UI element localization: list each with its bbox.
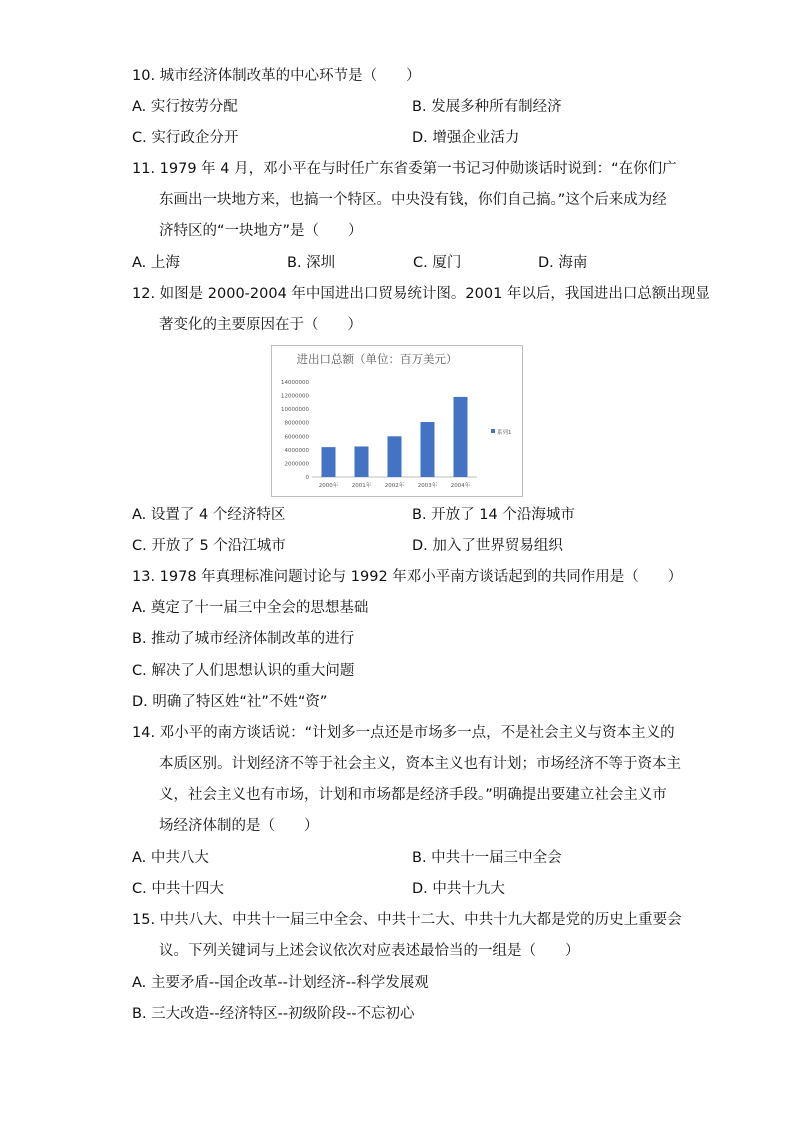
y-tick-label: 8000000 <box>284 420 309 427</box>
q14-stem-line-1 <box>132 723 675 743</box>
y-tick-label: 10000000 <box>281 407 309 414</box>
q14-option-a: A. 中共八大 <box>132 850 209 866</box>
y-tick-label: 6000000 <box>284 434 309 441</box>
q10-option-d: D. 增强企业活力 <box>412 130 520 146</box>
chart-title: 进出口总额（单位：百万美元） <box>296 352 458 366</box>
y-tick-label: 0 <box>305 475 309 481</box>
q11-option-a: A. 上海 <box>132 255 180 271</box>
q11-stem-line-3: 济特区的“一块地方”是（ ） <box>159 223 363 239</box>
q12-stem-line-1 <box>132 284 710 304</box>
q12-number: 12. <box>132 286 156 302</box>
y-tick-label: 2000000 <box>284 461 309 468</box>
y-tick-label: 12000000 <box>281 393 309 400</box>
q13-option-d: D. 明确了特区姓“社”不姓“资” <box>132 694 328 710</box>
q15-text-1: 中共八大、中共十一届三中全会、中共十二大、中共十九大都是党的历史上重要会 <box>159 912 682 928</box>
trade-chart-svg <box>272 346 522 496</box>
bar-2003年 <box>421 422 435 477</box>
q13-text: 1978 年真理标准问题讨论与 1992 年邓小平南方谈话起到的共同作用是（ ） <box>159 569 683 585</box>
q14-stem-line-2: 本质区别。计划经济不等于社会主义，资本主义也有计划；市场经济不等于资本主 <box>159 756 681 772</box>
q15-stem-line-2: 议。下列关键词与上述会议依次对应表述最恰当的一组是（ ） <box>159 943 580 959</box>
bar-2002年 <box>388 436 402 477</box>
y-tick-label: 4000000 <box>284 447 309 454</box>
q11-option-b: B. 深圳 <box>287 255 336 271</box>
q12-option-b: B. 开放了 14 个沿海城市 <box>412 507 575 523</box>
q13-stem <box>132 567 682 587</box>
q11-number: 11. <box>132 161 156 177</box>
q10-stem <box>132 66 421 86</box>
y-tick-label: 14000000 <box>281 380 309 386</box>
q13-option-c: C. 解决了人们思想认识的重大问题 <box>132 663 355 679</box>
legend-label: 系列1 <box>497 430 512 436</box>
bar-2004年 <box>454 397 468 477</box>
bar-2001年 <box>355 446 369 477</box>
q14-option-d: D. 中共十九大 <box>412 881 505 897</box>
x-tick-label: 2004年 <box>450 483 471 489</box>
q11-stem-line-2: 东画出一块地方来，也搞一个特区。中央没有钱，你们自己搞。”这个后来成为经 <box>159 192 667 208</box>
q10-option-c: C. 实行政企分开 <box>132 130 239 146</box>
q12-option-a: A. 设置了 4 个经济特区 <box>132 507 286 523</box>
q13-option-a: A. 奠定了十一届三中全会的思想基础 <box>132 600 369 616</box>
q14-option-b: B. 中共十一届三中全会 <box>412 850 562 866</box>
q11-text-1: 1979 年 4 月，邓小平在与时任广东省委第一书记习仲勋谈话时说到：“在你们广 <box>159 161 677 177</box>
x-tick-label: 2002年 <box>384 483 405 489</box>
q14-number: 14. <box>132 725 156 741</box>
q12-stem-line-2: 著变化的主要原因在于（ ） <box>159 317 362 333</box>
q10-number: 10. <box>132 68 156 84</box>
legend-swatch <box>491 429 495 433</box>
q14-stem-line-4: 场经济体制的是（ ） <box>159 818 319 834</box>
q12-option-d: D. 加入了世界贸易组织 <box>412 538 563 554</box>
q10-option-b: B. 发展多种所有制经济 <box>412 99 562 115</box>
q15-stem-line-1 <box>132 910 682 930</box>
trade-chart <box>271 345 523 497</box>
q15-option-b: B. 三大改造--经济特区--初级阶段--不忘初心 <box>132 1006 415 1022</box>
q12-option-c: C. 开放了 5 个沿江城市 <box>132 538 286 554</box>
q10-text: 城市经济体制改革的中心环节是（ ） <box>159 68 421 84</box>
q15-option-a: A. 主要矛盾--国企改革--计划经济--科学发展观 <box>132 975 429 991</box>
x-tick-label: 2000年 <box>318 483 339 489</box>
q13-option-b: B. 推动了城市经济体制改革的进行 <box>132 631 355 647</box>
q11-stem-line-1 <box>132 159 677 179</box>
q12-text-1: 如图是 2000-2004 年中国进出口贸易统计图。2001 年以后，我国进出口总额出现显 <box>159 286 710 302</box>
q11-option-d: D. 海南 <box>538 255 588 271</box>
q10-option-a: A. 实行按劳分配 <box>132 99 238 115</box>
q14-stem-line-3: 义，社会主义也有市场，计划和市场都是经济手段。”明确提出要建立社会主义市 <box>159 787 667 803</box>
q11-option-c: C. 厦门 <box>413 255 462 271</box>
q15-number: 15. <box>132 912 156 928</box>
bar-2000年 <box>322 447 336 477</box>
q14-option-c: C. 中共十四大 <box>132 881 224 897</box>
q13-number: 13. <box>132 569 156 585</box>
x-tick-label: 2003年 <box>417 483 438 489</box>
x-tick-label: 2001年 <box>351 483 372 489</box>
q14-text-1: 邓小平的南方谈话说：“计划多一点还是市场多一点，不是社会主义与资本主义的 <box>159 725 675 741</box>
